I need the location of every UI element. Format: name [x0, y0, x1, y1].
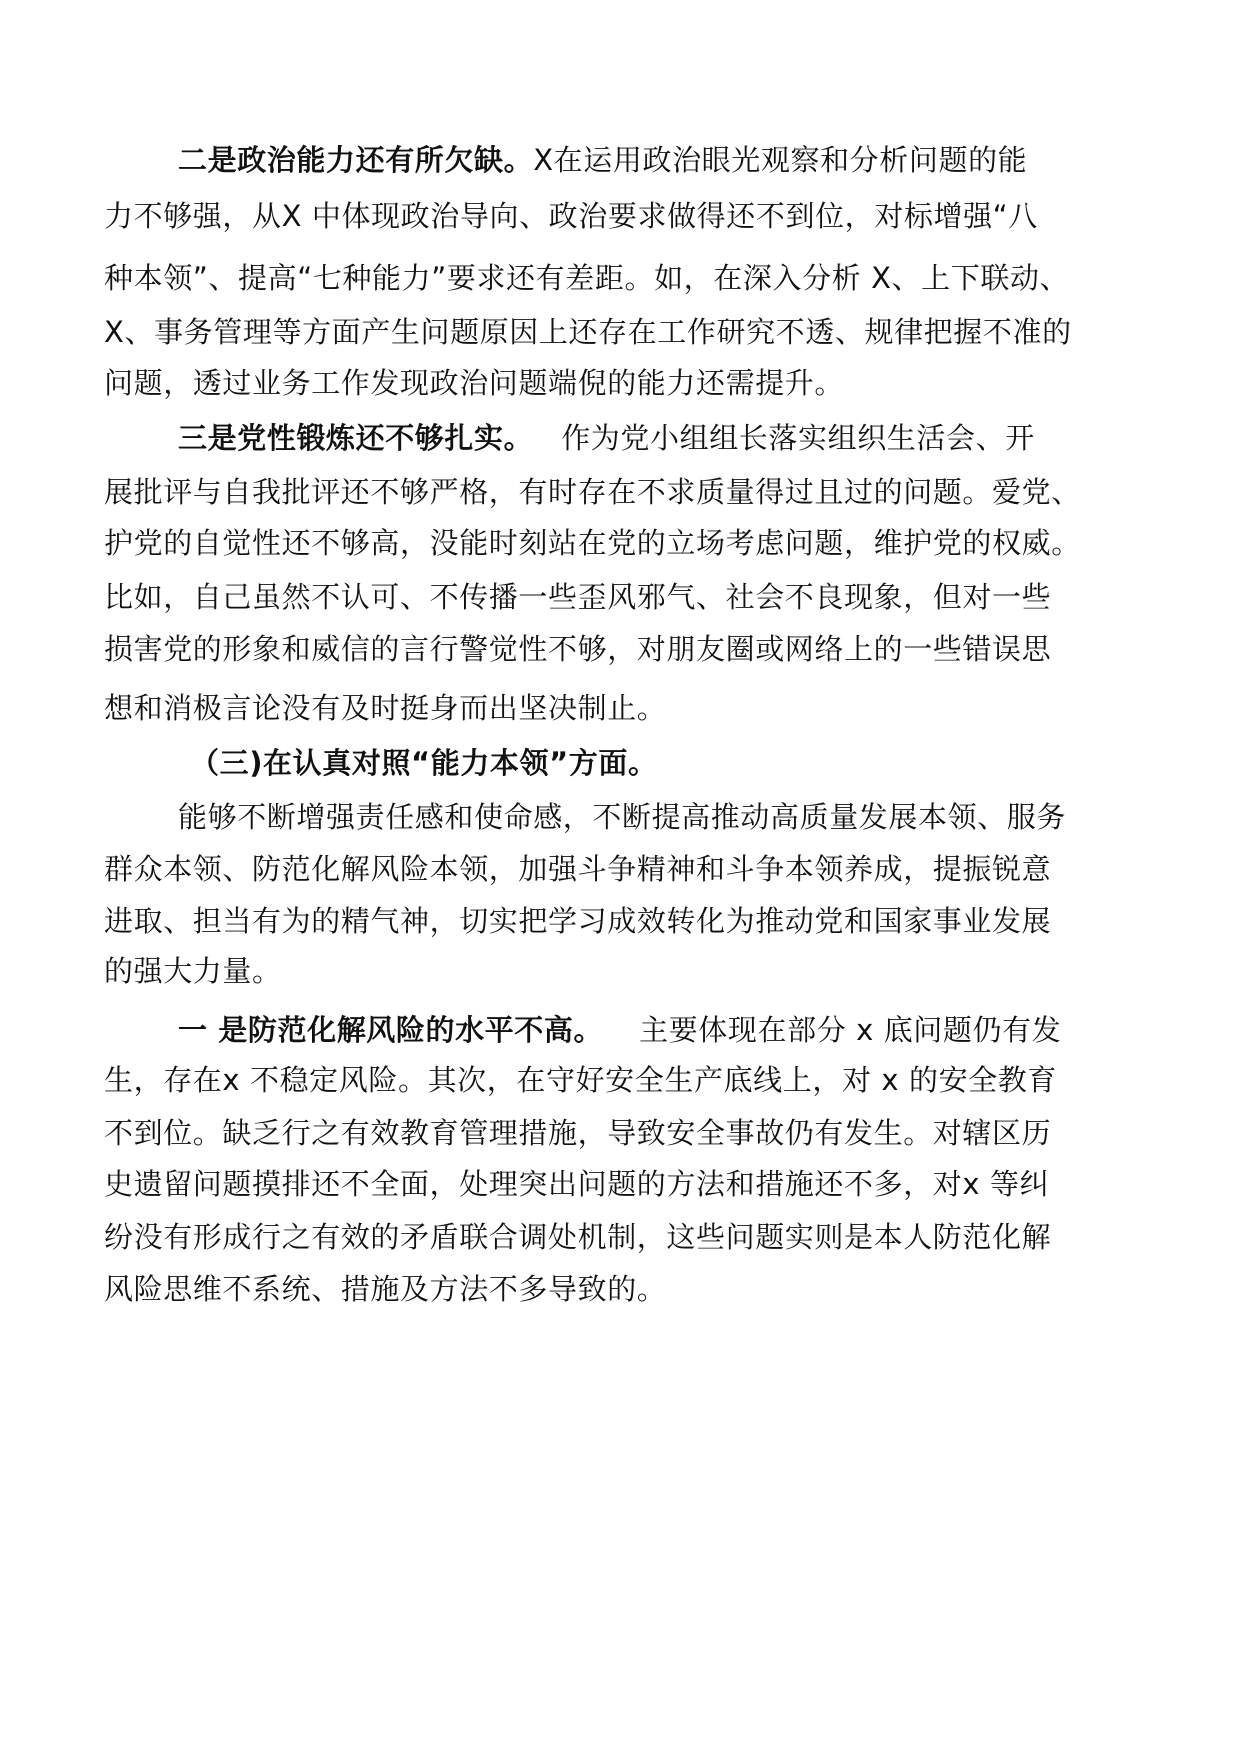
paragraph-1-line-5: 问题，透过业务工作发现政治问题端倪的能力还需提升。 — [104, 366, 845, 400]
paragraph-3-line-3: 进取、担当有为的精气神，切实把学习成效转化为推动党和国家事业发展 — [104, 904, 1052, 938]
paragraph-4-line-4: 史遗留问题摸排还不全面，处理突出问题的方法和措施还不多，对x 等纠 — [104, 1167, 1050, 1201]
paragraph-1-text: X在运用政治眼光观察和分析问题的能 — [533, 143, 1028, 177]
paragraph-4-line-2: 生，存在x 不稳定风险。其次，在守好安全生产底线上，对 x 的安全教育 — [104, 1063, 1057, 1097]
paragraph-1-line-1 — [178, 140, 1027, 180]
paragraph-4-text: 主要体现在部分 x 底问题仍有发 — [639, 1013, 1062, 1047]
paragraph-1-line-2: 力不够强，从X 中体现政治导向、政治要求做得还不到位，对标增强“八 — [104, 199, 1038, 233]
paragraph-4-line-3: 不到位。缺乏行之有效教育管理措施，导致安全事故仍有发生。对辖区历 — [104, 1116, 1052, 1150]
paragraph-1-line-3: 种本领”、提高“七种能力”要求还有差距。如，在深入分析 X、上下联动、 — [104, 261, 1070, 295]
paragraph-2-line-4: 比如，自己虽然不认可、不传播一些歪风邪气、社会不良现象，但对一些 — [104, 580, 1052, 614]
paragraph-3-line-4: 的强大力量。 — [104, 954, 282, 988]
paragraph-2-line-6: 想和消极言论没有及时挺身而出坚决制止。 — [104, 691, 667, 725]
paragraph-4-line-1 — [178, 1010, 1061, 1050]
paragraph-3-line-2: 群众本领、防范化解风险本领，加强斗争精神和斗争本领养成，提振锐意 — [104, 852, 1052, 886]
paragraph-4-lead: 一 是防范化解风险的水平不高。 — [178, 1013, 604, 1047]
section-heading: （三)在认真对照“能力本领”方面。 — [190, 746, 658, 780]
paragraph-4-line-5: 纷没有形成行之有效的矛盾联合调处机制，这些问题实则是本人防范化解 — [104, 1220, 1052, 1254]
paragraph-2-line-2: 展批评与自我批评还不够严格，有时存在不求质量得过且过的问题。爱党、 — [104, 475, 1081, 509]
paragraph-1-lead: 二是政治能力还有所欠缺。 — [178, 143, 534, 177]
paragraph-2-line-1 — [178, 418, 1035, 458]
paragraph-3-line-1: 能够不断增强责任感和使命感，不断提高推动高质量发展本领、服务 — [178, 800, 1067, 834]
paragraph-2-line-3: 护党的自觉性还不够高，没能时刻站在党的立场考虑问题，维护党的权威。 — [104, 526, 1081, 560]
paragraph-2-text: 作为党小组组长落实组织生活会、开 — [561, 421, 1035, 455]
paragraph-4-line-6: 风险思维不系统、措施及方法不多导致的。 — [104, 1272, 667, 1306]
paragraph-2-lead: 三是党性锻炼还不够扎实。 — [178, 421, 534, 455]
paragraph-1-line-4: X、事务管理等方面产生问题原因上还存在工作研究不透、规律把握不准的 — [104, 315, 1072, 349]
paragraph-2-line-5: 损害党的形象和威信的言行警觉性不够，对朋友圈或网络上的一些错误思 — [104, 632, 1052, 666]
